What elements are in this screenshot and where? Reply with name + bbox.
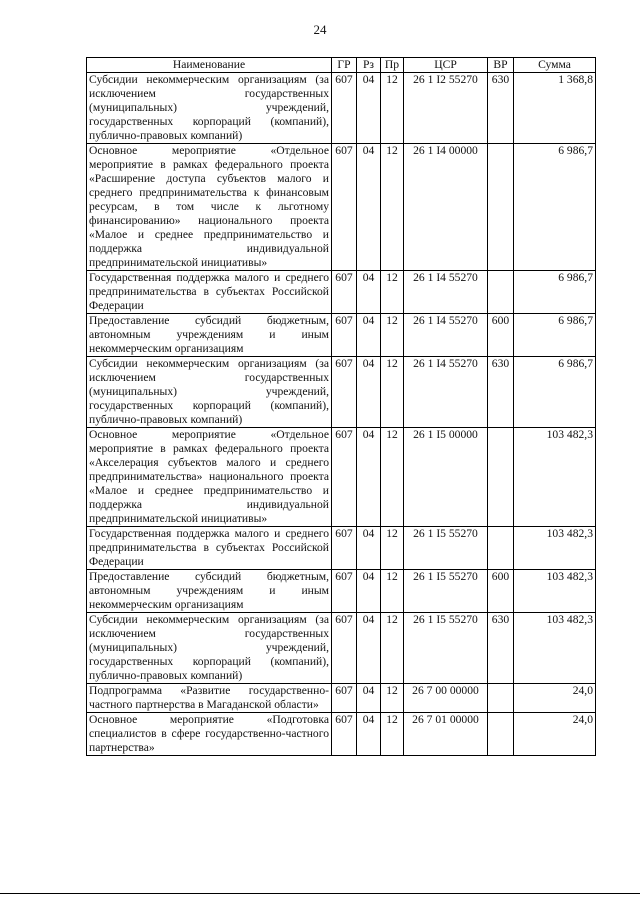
header-vr: ВР (488, 58, 514, 73)
header-sum: Сумма (514, 58, 596, 73)
header-rz: Рз (357, 58, 381, 73)
row-gr: 607 (332, 684, 357, 713)
row-sum: 6 986,7 (514, 357, 596, 428)
row-name: Субсидии некоммерческим организациям (за исключением государственных (муниципальных) учреждений, государственных корпораций (компаний), публично-правовых компаний) (87, 357, 332, 428)
row-rz: 04 (357, 613, 381, 684)
row-csr: 26 1 I4 55270 (404, 357, 488, 428)
table-row (87, 570, 596, 613)
row-gr: 607 (332, 570, 357, 613)
row-name: Основное мероприятие «Отдельное мероприятие в рамках федерального проекта «Расширение доступа субъектов малого и среднего предпринимательства к финансовым ресурсам, в том числе к льготному финансированию» национального проекта «Малое и среднее предпринимательство и поддержка индивидуальной предпринимательской инициативы» (87, 144, 332, 271)
row-csr: 26 1 I4 55270 (404, 271, 488, 314)
row-vr: 630 (488, 357, 514, 428)
budget-table (86, 57, 596, 756)
row-sum: 6 986,7 (514, 314, 596, 357)
header-name: Наименование (87, 58, 332, 73)
row-vr: 600 (488, 570, 514, 613)
row-gr: 607 (332, 527, 357, 570)
row-vr (488, 428, 514, 527)
table-row (87, 684, 596, 713)
row-pr: 12 (381, 144, 404, 271)
row-rz: 04 (357, 144, 381, 271)
row-gr: 607 (332, 428, 357, 527)
row-gr: 607 (332, 357, 357, 428)
row-rz: 04 (357, 713, 381, 756)
row-vr (488, 144, 514, 271)
row-pr: 12 (381, 271, 404, 314)
row-csr: 26 1 I5 55270 (404, 570, 488, 613)
row-name: Государственная поддержка малого и среднего предпринимательства в субъектах Российской Федерации (87, 527, 332, 570)
row-name: Предоставление субсидий бюджетным, автономным учреждениям и иным некоммерческим организациям (87, 570, 332, 613)
row-csr: 26 7 00 00000 (404, 684, 488, 713)
row-gr: 607 (332, 144, 357, 271)
row-pr: 12 (381, 428, 404, 527)
row-sum: 103 482,3 (514, 428, 596, 527)
table-header-row (87, 58, 596, 73)
table-row (87, 73, 596, 144)
row-rz: 04 (357, 527, 381, 570)
row-sum: 24,0 (514, 684, 596, 713)
table-row (87, 713, 596, 756)
header-pr: Пр (381, 58, 404, 73)
table-row (87, 271, 596, 314)
header-csr: ЦСР (404, 58, 488, 73)
row-name: Государственная поддержка малого и среднего предпринимательства в субъектах Российской Федерации (87, 271, 332, 314)
bottom-rule (0, 893, 640, 894)
row-vr (488, 271, 514, 314)
row-sum: 103 482,3 (514, 570, 596, 613)
row-csr: 26 1 I5 55270 (404, 613, 488, 684)
table-row (87, 314, 596, 357)
row-vr (488, 713, 514, 756)
row-pr: 12 (381, 73, 404, 144)
row-vr (488, 684, 514, 713)
row-pr: 12 (381, 613, 404, 684)
row-sum: 103 482,3 (514, 613, 596, 684)
row-gr: 607 (332, 613, 357, 684)
row-sum: 6 986,7 (514, 144, 596, 271)
row-sum: 24,0 (514, 713, 596, 756)
row-csr: 26 1 I4 55270 (404, 314, 488, 357)
table-row (87, 428, 596, 527)
table-row (87, 613, 596, 684)
row-rz: 04 (357, 73, 381, 144)
row-csr: 26 1 I2 55270 (404, 73, 488, 144)
row-csr: 26 1 I4 00000 (404, 144, 488, 271)
row-csr: 26 7 01 00000 (404, 713, 488, 756)
row-csr: 26 1 I5 00000 (404, 428, 488, 527)
row-gr: 607 (332, 314, 357, 357)
row-rz: 04 (357, 314, 381, 357)
row-pr: 12 (381, 684, 404, 713)
row-sum: 103 482,3 (514, 527, 596, 570)
row-rz: 04 (357, 428, 381, 527)
row-rz: 04 (357, 684, 381, 713)
row-name: Предоставление субсидий бюджетным, автономным учреждениям и иным некоммерческим организациям (87, 314, 332, 357)
row-name: Основное мероприятие «Отдельное мероприятие в рамках федерального проекта «Акселерация субъектов малого и среднего предпринимательства» национального проекта «Малое и среднее предпринимательство и поддержка индивидуальной предпринимательской инициативы» (87, 428, 332, 527)
row-rz: 04 (357, 357, 381, 428)
row-name: Подпрограмма «Развитие государственно-частного партнерства в Магаданской области» (87, 684, 332, 713)
row-pr: 12 (381, 570, 404, 613)
table-row (87, 357, 596, 428)
row-vr: 630 (488, 73, 514, 144)
header-gr: ГР (332, 58, 357, 73)
row-pr: 12 (381, 314, 404, 357)
row-rz: 04 (357, 570, 381, 613)
row-pr: 12 (381, 527, 404, 570)
table-row (87, 527, 596, 570)
row-name: Субсидии некоммерческим организациям (за исключением государственных (муниципальных) учреждений, государственных корпораций (компаний), публично-правовых компаний) (87, 613, 332, 684)
row-pr: 12 (381, 713, 404, 756)
row-csr: 26 1 I5 55270 (404, 527, 488, 570)
row-gr: 607 (332, 713, 357, 756)
row-gr: 607 (332, 73, 357, 144)
row-name: Основное мероприятие «Подготовка специалистов в сфере государственно-частного партнерства» (87, 713, 332, 756)
row-vr: 600 (488, 314, 514, 357)
table-row (87, 144, 596, 271)
row-name: Субсидии некоммерческим организациям (за исключением государственных (муниципальных) учреждений, государственных корпораций (компаний), публично-правовых компаний) (87, 73, 332, 144)
row-rz: 04 (357, 271, 381, 314)
row-sum: 1 368,8 (514, 73, 596, 144)
row-sum: 6 986,7 (514, 271, 596, 314)
row-vr (488, 527, 514, 570)
row-gr: 607 (332, 271, 357, 314)
page-number: 24 (313, 22, 327, 37)
row-pr: 12 (381, 357, 404, 428)
row-vr: 630 (488, 613, 514, 684)
